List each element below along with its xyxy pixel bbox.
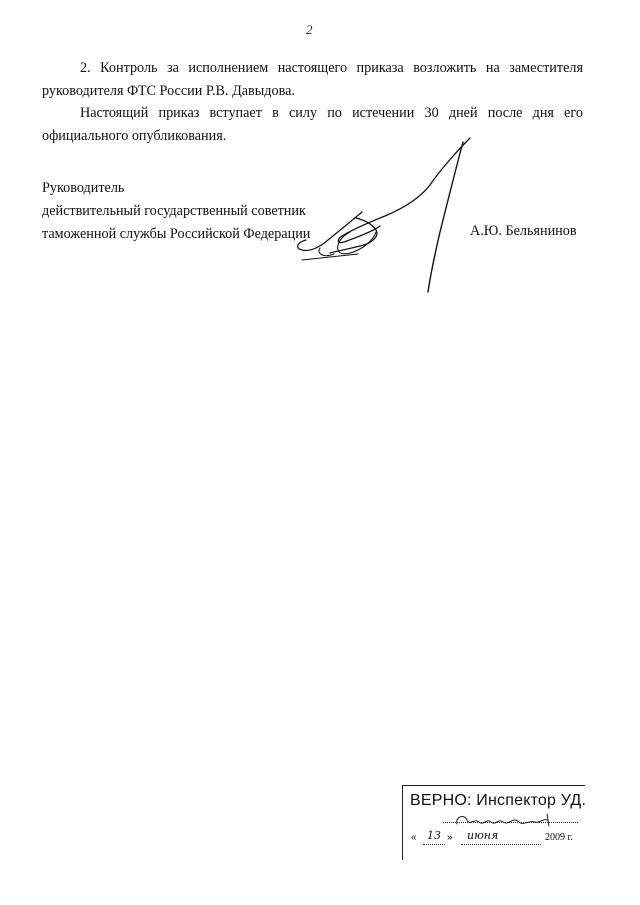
day-line (423, 844, 445, 845)
stamp-title: ВЕРНО: Инспектор УД. (410, 792, 587, 809)
signatory-title-line: действительный государственный советник (42, 203, 306, 219)
stamp-day: 13 (427, 829, 441, 842)
month-line (461, 844, 541, 845)
signer-name: А.Ю. Бельянинов (470, 223, 577, 239)
verification-stamp (402, 785, 585, 860)
signatory-title (42, 177, 310, 246)
paragraph-line: официального опубликования. (42, 128, 227, 144)
handwritten-signature (280, 120, 480, 300)
paragraph-line: 2. Контроль за исполнением настоящего приказа возложить на заместителя (80, 60, 583, 76)
stamp-year: 2009 г. (545, 832, 573, 843)
paragraph-line: руководителя ФТС России Р.В. Давыдова. (42, 83, 295, 99)
page-number: 2 (306, 22, 313, 37)
stamp-quote-open: « (411, 832, 417, 843)
stamp-month: июня (467, 829, 499, 842)
paragraph-line: Настоящий приказ вступает в силу по истечении 30 дней после дня его (80, 105, 583, 121)
stamp-quote-close: » (447, 832, 453, 843)
signatory-title-line: таможенной службы Российской Федерации (42, 226, 311, 242)
signatory-title-line: Руководитель (42, 180, 125, 196)
paragraph-control (42, 57, 583, 103)
